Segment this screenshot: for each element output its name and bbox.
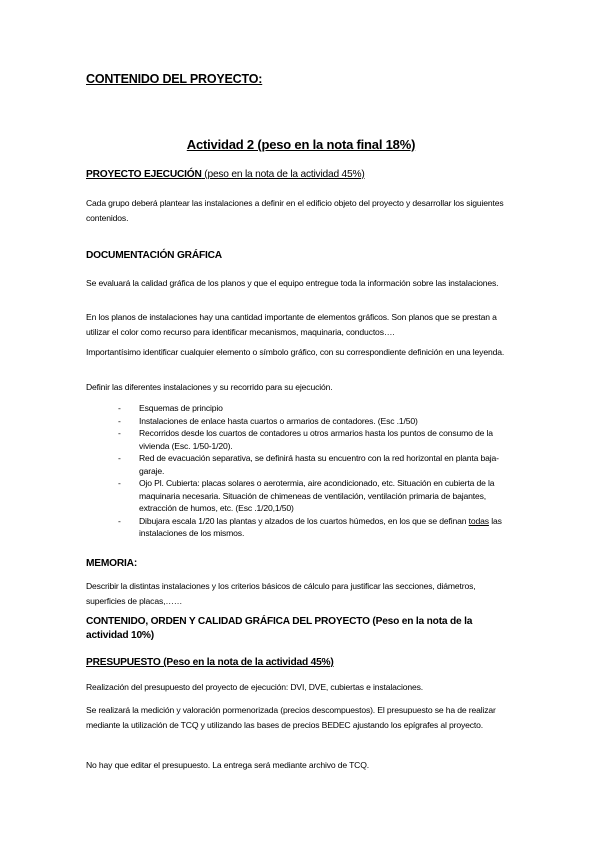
paragraph-doc-1: Se evaluará la calidad gráfica de los planos y que el equipo entregue toda la información sobre las instalaciones.: [86, 278, 499, 288]
list-item-text: Recorridos desde los cuartos de contadores u otros armarios hasta los puntos de consumo de la vivienda (Esc. 1/50-1/20).: [139, 428, 493, 451]
activity-title: Actividad 2 (peso en la nota final 18%): [186, 137, 416, 152]
list-item-text: Ojo Pl. Cubierta: placas solares o aerotermia, aire acondicionado, etc. Situación en cubierta de la maquinaria necesaria. Situación de chimeneas de ventilación, ventilación primaria de bajantes, extracción de humos, etc. (Esc .1/20,1/50): [139, 478, 495, 513]
bullet-marker: -: [118, 415, 121, 426]
section-heading-presupuesto: PRESUPUESTO (Peso en la nota de la actividad 45%): [86, 657, 334, 668]
heading-underlined-part: PROYECTO EJECUCIÓN: [86, 169, 202, 180]
bullet-marker: -: [118, 403, 121, 413]
section-heading-contenido-orden: CONTENIDO, ORDEN Y CALIDAD GRÁFICA DEL PROYECTO (Peso en la nota de la actividad 10%): [86, 616, 473, 641]
paragraph-doc-2: En los planos de instalaciones hay una cantidad importante de elementos gráficos. Son planos que se prestan a utilizar el color como recurso para identificar mecanismos, maquinaria, conductos….: [86, 312, 497, 337]
bullet-marker: -: [118, 478, 121, 488]
paragraph-presupuesto-3: No hay que editar el presupuesto. La entrega será mediante archivo de TCQ.: [86, 760, 370, 770]
paragraph-memoria: Describir la distintas instalaciones y los criterios básicos de cálculo para justificar las secciones, diámetros, superficies de placas,……: [86, 581, 476, 606]
bullet-marker: -: [118, 428, 121, 438]
section-heading-proyecto-ejecucion: [86, 168, 516, 182]
list-item: [118, 452, 518, 477]
bullet-marker: -: [118, 453, 121, 463]
bullet-list-instalaciones: [118, 402, 518, 540]
paragraph-presupuesto-2: Se realizará la medición y valoración pormenorizada (precios descompuestos). El presupuesto se ha de realizar mediante la utilización de TCQ y utilizando las bases de precios BEDEC ajustando los epígrafes al proyecto.: [86, 705, 496, 730]
section-heading-documentacion: DOCUMENTACIÓN GRÁFICA: [86, 250, 222, 261]
list-item-text: Esquemas de principio: [139, 403, 223, 413]
bullet-marker: -: [118, 515, 121, 526]
heading-suffix: (peso en la nota de la actividad 45%): [201, 169, 365, 180]
paragraph-doc-4: Definir las diferentes instalaciones y su recorrido para su ejecución.: [86, 382, 333, 392]
list-item: [118, 402, 518, 415]
list-item-text-end: las instalaciones de los mismos.: [139, 515, 502, 538]
list-item: [118, 415, 518, 428]
page-title: CONTENIDO DEL PROYECTO:: [86, 72, 263, 86]
section-heading-memoria: MEMORIA:: [86, 558, 138, 569]
list-item-text: Dibujara escala 1/20 las plantas y alzados de los cuartos húmedos, en los que se definan: [139, 515, 469, 526]
list-item-text: Red de evacuación separativa, se definirá hasta su encuentro con la red horizontal en planta baja-garaje.: [139, 453, 499, 476]
paragraph-presupuesto-1: Realización del presupuesto del proyecto de ejecución: DVI, DVE, cubiertas e instalaciones.: [86, 682, 423, 692]
paragraph-proyecto-ejecucion: Cada grupo deberá plantear las instalaciones a definir en el edificio objeto del proyecto y desarrollar los siguientes contenidos.: [86, 198, 504, 223]
list-item-text: Instalaciones de enlace hasta cuartos o armarios de contadores. (Esc .1/50): [139, 415, 418, 426]
paragraph-doc-3: Importantísimo identificar cualquier elemento o símbolo gráfico, con su correspondiente definición en una leyenda.: [86, 347, 505, 357]
list-item: [118, 477, 518, 515]
list-item: [118, 427, 518, 452]
list-item-underlined-word: todas: [468, 515, 489, 526]
list-item: [118, 515, 518, 540]
